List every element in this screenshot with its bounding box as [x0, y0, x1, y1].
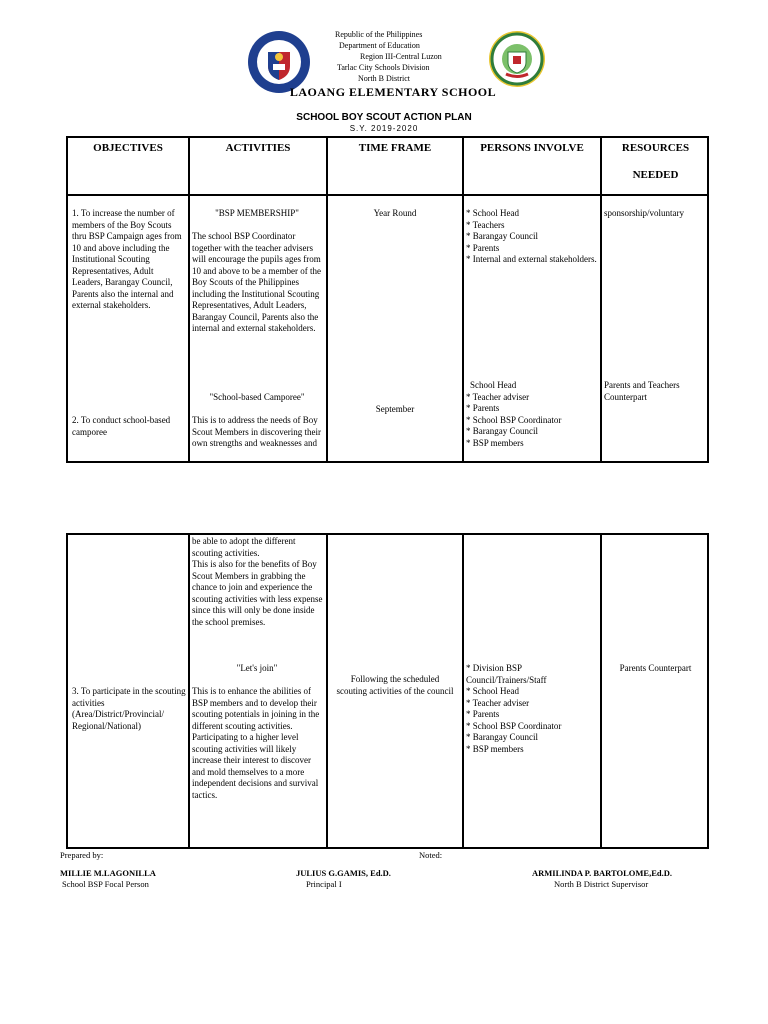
list-item: * School BSP Coordinator — [466, 415, 598, 427]
header-line-2: Department of Education — [339, 41, 420, 50]
list-item: * Barangay Council — [466, 426, 598, 438]
row2-activity-text-part2: be able to adopt the different scouting activities. — [192, 536, 296, 558]
row2-activity-text-part1: This is to address the needs of Boy Scout Members in discovering their own strengths and weaknesses and — [192, 415, 321, 448]
header-line-3: Region III-Central Luzon — [360, 52, 442, 61]
row2-persons-list — [466, 380, 598, 449]
school-seal — [488, 30, 546, 88]
row1-resources: sponsorship/voluntary — [604, 208, 684, 218]
header-objectives: OBJECTIVES — [93, 142, 163, 154]
list-item: * Teacher adviser — [466, 698, 598, 710]
school-year: S.Y. 2019-2020 — [349, 124, 419, 133]
row1-objective: 1. To increase the number of members of the Boy Scouts thru BSP Campaign ages from 10 and above including the Institutional Scouting Representatives, Adult Leaders, Barangay Council, Parents also the internal and external stakeholders. — [72, 208, 182, 310]
plan-title: SCHOOL BOY SCOUT ACTION PLAN — [296, 112, 472, 123]
header-time-frame: TIME FRAME — [358, 142, 432, 154]
header-line-1: Republic of the Philippines — [335, 30, 423, 39]
noted-label: Noted: — [419, 850, 443, 860]
list-item: * BSP members — [466, 438, 598, 450]
row3-activity-title: "Let's join" — [236, 663, 278, 673]
list-item: * Parents — [466, 243, 598, 255]
row1-time-frame: Year Round — [373, 208, 417, 218]
list-item: * School Head — [466, 686, 598, 698]
action-plan-table-1 — [66, 136, 709, 463]
list-item: * BSP members — [466, 744, 598, 756]
action-plan-table-2 — [66, 533, 709, 849]
prepared-by-label: Prepared by: — [60, 850, 104, 860]
list-item: * Teachers — [466, 220, 598, 232]
header-line-5: North B District — [358, 74, 410, 83]
row3-objective: 3. To participate in the scouting activities (Area/District/Provincial/ Regional/National) — [72, 686, 186, 731]
row3-time-frame: Following the scheduled scouting activities of the council — [336, 674, 454, 696]
list-item: * School BSP Coordinator — [466, 721, 598, 733]
principal-name: JULIUS G.GAMIS, Ed.D. — [296, 868, 391, 878]
list-item: * Parents — [466, 403, 598, 415]
header-line-4: Tarlac City Schools Division — [337, 63, 430, 72]
header-resources: RESOURCES — [621, 142, 690, 154]
row1-activity-text: The school BSP Coordinator together with the teacher advisers will encourage the pupils ages from 10 and above to be a member of the Boy Scouts of the Philippines including the Institutional Scouting Representatives, Adult Leaders, Barangay Council, Parents also the internal and external stakeholders. — [192, 231, 321, 333]
list-item: * Division BSP Council/Trainers/Staff — [466, 663, 598, 686]
row3-resources: Parents Counterpart — [619, 663, 692, 673]
row1-activity-title: "BSP MEMBERSHIP" — [215, 208, 299, 218]
row3-persons-list — [466, 663, 598, 755]
preparer-title: School BSP Focal Person — [62, 879, 149, 889]
row2-activity-text-part3: This is also for the benefits of Boy Scout Members in grabbing the chance to join and experience the scouting activities with less expense since this will only be done inside the school premises. — [192, 559, 323, 627]
list-item: * Barangay Council — [466, 231, 598, 243]
row1-persons-list — [466, 208, 598, 266]
list-item: * School Head — [466, 208, 598, 220]
preparer-name: MILLIE M.LAGONILLA — [60, 868, 156, 878]
header-persons-involve: PERSONS INVOLVE — [480, 142, 584, 154]
row2-time-frame: September — [375, 404, 415, 414]
row2-resources: Parents and Teachers Counterpart — [604, 380, 680, 402]
header-activities: ACTIVITIES — [225, 142, 291, 154]
list-item: * Parents — [466, 709, 598, 721]
list-item: * Internal and external stakeholders. — [466, 254, 598, 266]
header-needed: NEEDED — [632, 169, 679, 181]
list-item: * Teacher adviser — [466, 392, 598, 404]
list-item: School Head — [470, 380, 517, 390]
supervisor-name: ARMILINDA P. BARTOLOME,Ed.D. — [532, 868, 672, 878]
supervisor-title: North B District Supervisor — [554, 879, 649, 889]
row2-objective: 2. To conduct school-based camporee — [72, 415, 171, 437]
school-name: LAOANG ELEMENTARY SCHOOL — [289, 85, 497, 99]
principal-title: Principal I — [306, 879, 342, 889]
list-item: * Barangay Council — [466, 732, 598, 744]
row2-activity-title: "School-based Camporee" — [209, 392, 305, 402]
row3-activity-text: This is to enhance the abilities of BSP members and to develop their scouting potentials in joining in the different scouting activities. Participating to a higher level scouting activities will likely increase their interest to discover and mold themselves to a more independent decisions and survival tactics. — [192, 686, 320, 800]
